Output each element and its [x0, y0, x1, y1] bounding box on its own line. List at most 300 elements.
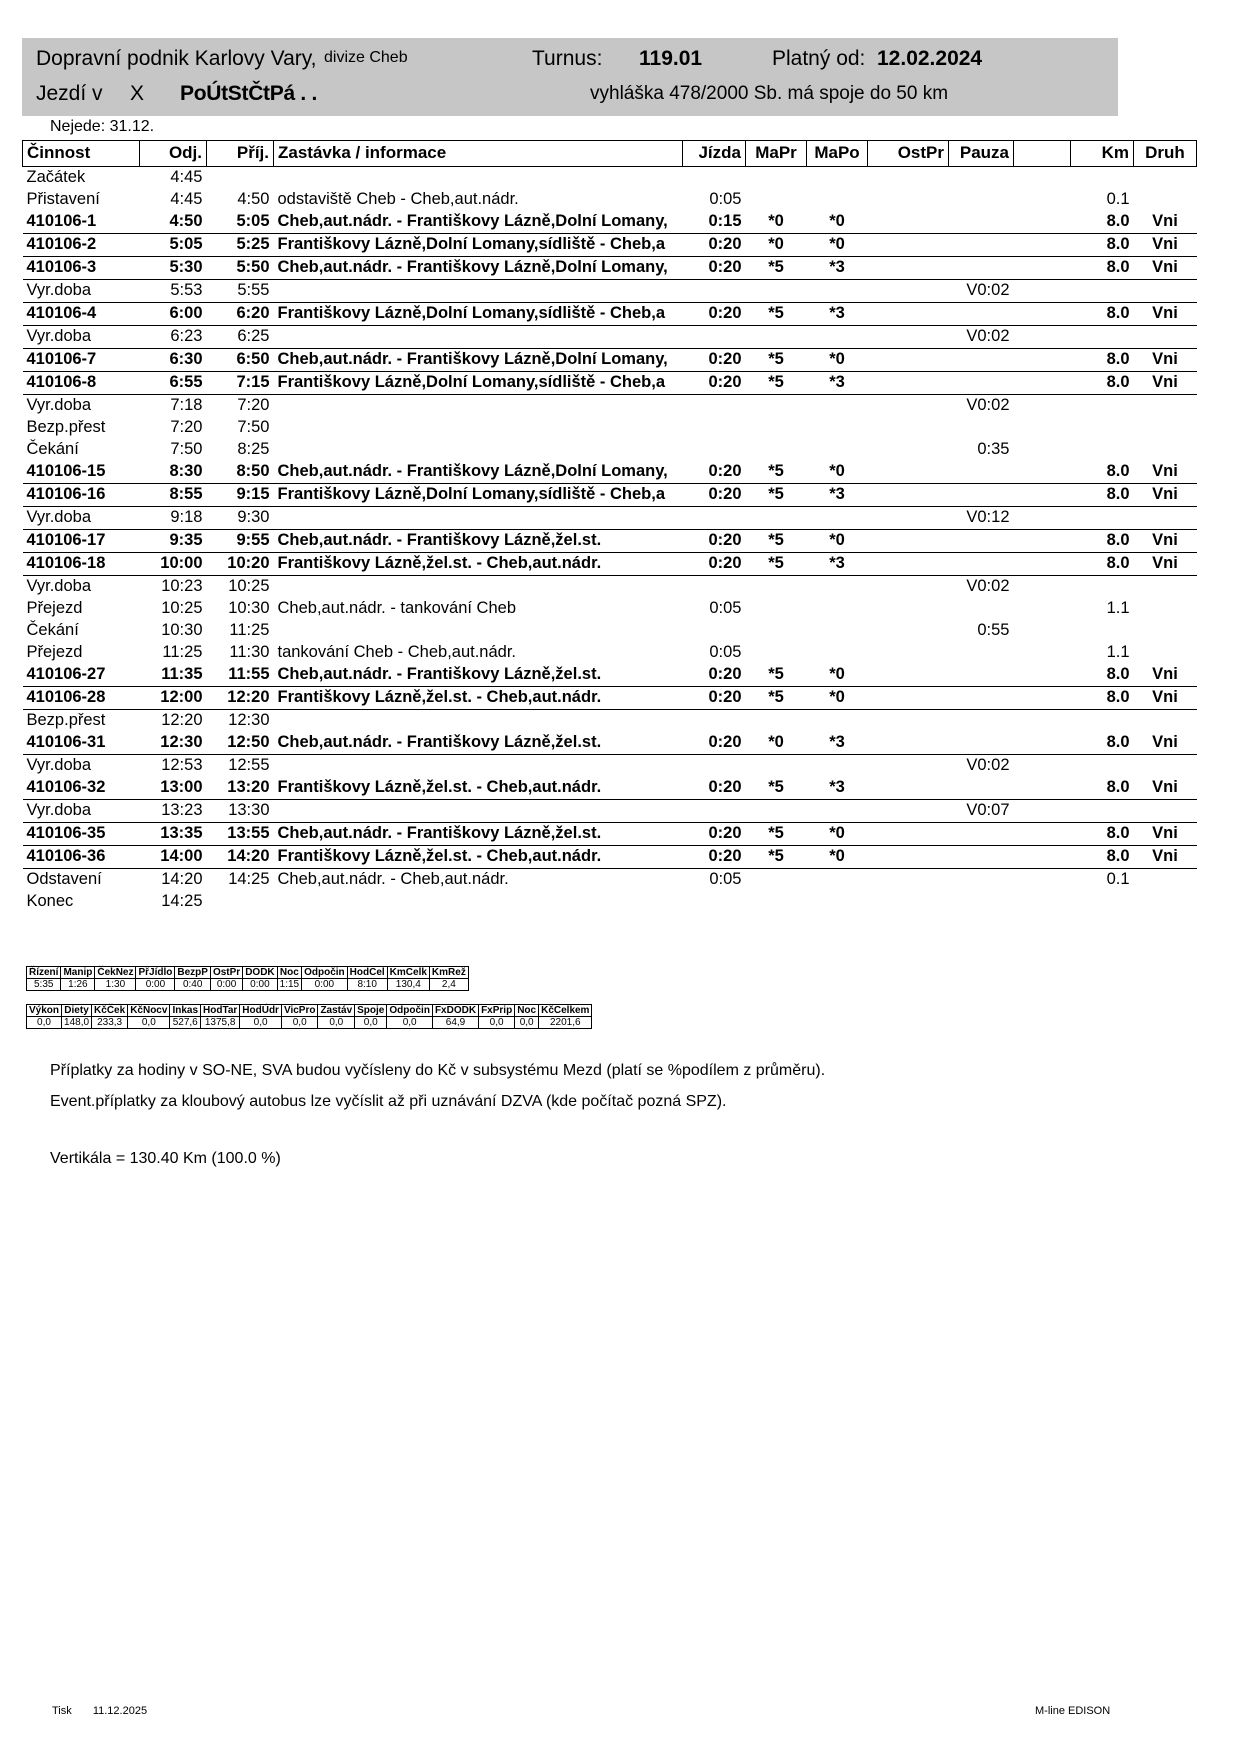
cell-mapo	[807, 710, 868, 733]
cell-pauza	[949, 553, 1014, 576]
cell-pauza	[949, 687, 1014, 710]
cell-cinnost: Vyr.doba	[23, 280, 140, 303]
column-header-jizda: Jízda	[683, 141, 746, 167]
cell-druh	[1134, 326, 1197, 349]
cell-jizda	[683, 800, 746, 823]
cell-mapr: *5	[746, 530, 807, 553]
cell-arrival: 13:55	[207, 823, 274, 846]
cell-cinnost: Začátek	[26, 168, 86, 186]
table-row	[23, 732, 1197, 755]
table-row	[23, 800, 1197, 823]
cell-stop-info	[274, 280, 683, 303]
summary1-value: 1:30	[95, 979, 136, 991]
cell-stop-info: Cheb,aut.nádr. - Františkovy Lázně,Dolní Lomany,	[274, 349, 683, 372]
cell-departure: 10:00	[140, 553, 207, 576]
cell-departure: 4:50	[140, 211, 207, 234]
cell-km: 8.0	[1071, 234, 1134, 257]
cell-pauza	[949, 598, 1014, 620]
cell-mapr: *0	[746, 211, 807, 234]
cell-departure: 7:50	[170, 440, 203, 458]
cell-spacer	[1014, 710, 1071, 733]
summary2-header: HodTar	[201, 1005, 240, 1017]
cell-stop-info: Františkovy Lázně,žel.st. - Cheb,aut.nádr.	[274, 553, 683, 576]
column-header-cinnost: Činnost	[23, 141, 140, 167]
cell-km: 8.0	[1071, 553, 1134, 576]
cell-pauza: 0:55	[977, 621, 1010, 639]
cell-jizda: 0:20	[683, 530, 746, 553]
cell-km	[1071, 280, 1134, 303]
cell-mapr: *5	[746, 303, 807, 326]
summary1-value: 1:26	[61, 979, 95, 991]
cell-jizda: 0:20	[683, 234, 746, 257]
cell-stop-info: Františkovy Lázně,žel.st. - Cheb,aut.nádr.	[274, 846, 683, 869]
cell-druh	[1134, 507, 1197, 530]
summary2-header: Výkon	[27, 1005, 62, 1017]
cell-spacer	[1014, 417, 1071, 439]
cell-spacer	[1014, 620, 1071, 642]
summary1-value: 0:00	[136, 979, 175, 991]
cell-jizda	[683, 576, 746, 599]
cell-jizda: 0:20	[683, 349, 746, 372]
cell-ostpr	[868, 530, 949, 553]
cell-mapo	[807, 167, 868, 190]
cell-mapr	[746, 439, 807, 461]
cell-jizda: 0:20	[683, 664, 746, 687]
cell-druh	[1134, 280, 1197, 303]
column-header-ostpr: OstPr	[868, 141, 949, 167]
cell-druh: Vni	[1134, 553, 1197, 576]
column-header-mapo: MaPo	[807, 141, 868, 167]
cell-mapr	[746, 167, 807, 190]
summary2-header: KčNocv	[128, 1005, 170, 1017]
table-row	[23, 189, 1197, 211]
summary-table-time	[26, 966, 469, 991]
cell-km: 0.1	[1106, 870, 1130, 888]
cell-jizda	[683, 755, 746, 778]
cell-druh: Vni	[1134, 777, 1197, 800]
summary1-value: 1:15	[277, 979, 301, 991]
cell-ostpr	[868, 620, 949, 642]
summary2-header: FxDODK	[432, 1005, 478, 1017]
summary1-value: 0:40	[175, 979, 211, 991]
cell-spacer	[1014, 234, 1071, 257]
cell-cinnost: Bezp.přest	[26, 418, 106, 436]
table-row	[23, 576, 1197, 599]
cell-stop-info	[274, 800, 683, 823]
summary1-header: Řízení	[27, 967, 61, 979]
cell-pauza	[949, 167, 1014, 190]
cell-spacer	[1014, 349, 1071, 372]
cell-km: 8.0	[1071, 777, 1134, 800]
cell-pauza	[949, 484, 1014, 507]
table-row	[23, 823, 1197, 846]
cell-km	[1071, 507, 1134, 530]
cell-ostpr	[868, 326, 949, 349]
cell-jizda: 0:20	[683, 257, 746, 280]
summary2-value: 148,0	[62, 1017, 92, 1029]
cell-mapr: *5	[746, 823, 807, 846]
cell-pauza	[949, 211, 1014, 234]
summary2-head	[27, 1005, 592, 1017]
table-row	[23, 598, 1197, 620]
cell-mapo: *0	[807, 349, 868, 372]
cell-mapo	[807, 800, 868, 823]
cell-spacer	[1014, 687, 1071, 710]
cell-jizda	[683, 167, 746, 190]
cell-druh	[1134, 417, 1197, 439]
cell-jizda: 0:05	[709, 599, 742, 617]
cell-ostpr	[868, 303, 949, 326]
cell-ostpr	[868, 280, 949, 303]
cell-mapo	[807, 620, 868, 642]
print-date: 11.12.2025	[92, 1705, 148, 1717]
summary2-header: Noc	[515, 1005, 539, 1017]
cell-mapr: *5	[746, 553, 807, 576]
summary1-value: 5:35	[27, 979, 61, 991]
cell-stop-info	[274, 755, 683, 778]
cell-mapr	[746, 800, 807, 823]
cell-druh	[1134, 620, 1197, 642]
table-row	[23, 439, 1197, 461]
cell-ostpr	[868, 395, 949, 418]
summary2-value: 0,0	[387, 1017, 433, 1029]
cell-departure: 9:35	[140, 530, 207, 553]
cell-ostpr	[868, 800, 949, 823]
cell-km	[1071, 417, 1134, 439]
cell-arrival: 12:30	[228, 711, 270, 729]
summary2-value: 0,0	[128, 1017, 170, 1029]
cell-departure: 4:45	[170, 190, 203, 208]
cell-jizda: 0:20	[683, 303, 746, 326]
cell-mapo: *3	[807, 484, 868, 507]
cell-pauza	[949, 869, 1014, 892]
summary1-header: BezpP	[175, 967, 211, 979]
cell-departure: 7:20	[170, 418, 203, 436]
cell-km	[1071, 395, 1134, 418]
summary1-value: 130,4	[387, 979, 429, 991]
cell-mapo	[807, 439, 868, 461]
cell-jizda: 0:20	[683, 461, 746, 484]
schedule-table-head	[23, 141, 1197, 167]
cell-jizda: 0:20	[683, 777, 746, 800]
cell-km: 8.0	[1071, 211, 1134, 234]
cell-jizda: 0:20	[683, 732, 746, 755]
summary1-header: ČekNez	[95, 967, 136, 979]
cell-arrival: 7:50	[237, 418, 270, 436]
summary1-header: Odpočin	[302, 967, 348, 979]
cell-druh	[1134, 576, 1197, 599]
cell-departure: 14:25	[161, 892, 203, 910]
cell-arrival: 6:50	[207, 349, 274, 372]
cell-spacer	[1014, 484, 1071, 507]
cell-mapo	[807, 891, 868, 913]
summary2-header-row	[27, 1005, 592, 1017]
cell-pauza	[949, 777, 1014, 800]
operating-days: PoÚtStČtPá . .	[180, 82, 317, 105]
summary2-value: 527,6	[170, 1017, 201, 1029]
cell-mapr	[746, 598, 807, 620]
cell-km	[1071, 800, 1134, 823]
cell-stop-info	[274, 326, 683, 349]
cell-km: 8.0	[1071, 461, 1134, 484]
table-row	[23, 755, 1197, 778]
cell-cinnost: Přistavení	[26, 190, 100, 208]
cell-jizda: 0:20	[683, 484, 746, 507]
cell-pauza	[949, 234, 1014, 257]
cell-pauza	[949, 664, 1014, 687]
summary1-value: 0:00	[210, 979, 242, 991]
cell-druh	[1134, 710, 1197, 733]
cell-cinnost: 410106-1	[23, 211, 140, 234]
cell-pauza	[949, 823, 1014, 846]
cell-mapr	[746, 280, 807, 303]
cell-mapo: *0	[807, 664, 868, 687]
cell-mapr: *5	[746, 461, 807, 484]
cell-druh	[1134, 642, 1197, 664]
cell-spacer	[1014, 507, 1071, 530]
cell-arrival: 6:25	[207, 326, 274, 349]
cell-arrival: 7:20	[237, 396, 270, 414]
table-row	[23, 710, 1197, 733]
cell-arrival: 13:20	[207, 777, 274, 800]
cell-mapr: *5	[746, 846, 807, 869]
summary2-header: Spoje	[355, 1005, 387, 1017]
cell-ostpr	[868, 461, 949, 484]
column-header-zastavka: Zastávka / informace	[274, 141, 683, 167]
cell-jizda	[683, 326, 746, 349]
cell-cinnost: Vyr.doba	[26, 577, 92, 595]
cell-ostpr	[868, 167, 949, 190]
cell-stop-info: Františkovy Lázně,Dolní Lomany,sídliště - Cheb,a	[274, 303, 683, 326]
print-label: Tisk	[52, 1705, 72, 1717]
cell-mapr	[746, 417, 807, 439]
cell-cinnost: 410106-27	[23, 664, 140, 687]
schedule-table-body	[23, 167, 1197, 914]
cell-mapo	[807, 395, 868, 418]
cell-jizda: 0:20	[683, 846, 746, 869]
cell-mapr	[746, 869, 807, 892]
cell-arrival: 8:50	[207, 461, 274, 484]
cell-departure: 6:55	[140, 372, 207, 395]
cell-druh: Vni	[1134, 732, 1197, 755]
cell-spacer	[1014, 869, 1071, 892]
column-header-mapr: MaPr	[746, 141, 807, 167]
summary2-header: KčČek	[92, 1005, 128, 1017]
cell-druh	[1134, 598, 1197, 620]
cell-cinnost: 410106-8	[23, 372, 140, 395]
table-row	[23, 211, 1197, 234]
cell-mapo	[807, 326, 868, 349]
cell-druh: Vni	[1134, 372, 1197, 395]
cell-departure: 12:53	[161, 756, 203, 774]
cell-km	[1071, 891, 1134, 913]
cell-ostpr	[868, 507, 949, 530]
vertikala-summary: Vertikála = 130.40 Km (100.0 %)	[50, 1150, 281, 1167]
cell-mapr	[746, 755, 807, 778]
cell-cinnost: 410106-17	[23, 530, 140, 553]
cell-mapo	[807, 642, 868, 664]
cell-km: 1.1	[1106, 643, 1130, 661]
table-row	[23, 620, 1197, 642]
cell-druh	[1134, 189, 1197, 211]
cell-mapr	[746, 891, 807, 913]
cell-departure: 5:30	[140, 257, 207, 280]
footer-product: M-line EDISON	[1035, 1705, 1111, 1717]
cell-arrival: 6:20	[207, 303, 274, 326]
schedule-header-row	[23, 141, 1197, 167]
cell-departure: 12:30	[140, 732, 207, 755]
table-row	[23, 461, 1197, 484]
column-header-spacer	[1014, 141, 1071, 167]
cell-pauza	[949, 257, 1014, 280]
cell-arrival: 5:55	[207, 280, 274, 303]
cell-cinnost: Vyr.doba	[23, 326, 140, 349]
cell-druh: Vni	[1134, 349, 1197, 372]
cell-ostpr	[868, 189, 949, 211]
cell-arrival: 11:30	[229, 643, 270, 661]
cell-spacer	[1014, 326, 1071, 349]
turnus-label: Turnus:	[532, 47, 603, 70]
cell-arrival: 10:30	[228, 599, 270, 617]
table-row	[23, 257, 1197, 280]
summary1-header: PřJídlo	[136, 967, 175, 979]
cell-stop-info: Cheb,aut.nádr. - Františkovy Lázně,žel.st.	[274, 664, 683, 687]
cell-ostpr	[868, 642, 949, 664]
cell-spacer	[1014, 280, 1071, 303]
cell-druh	[1134, 800, 1197, 823]
cell-arrival: 11:25	[229, 621, 270, 639]
summary2-value: 0,0	[281, 1017, 318, 1029]
cell-mapr: *0	[746, 234, 807, 257]
cell-ostpr	[868, 417, 949, 439]
cell-ostpr	[868, 846, 949, 869]
cell-jizda	[683, 620, 746, 642]
cell-ostpr	[868, 553, 949, 576]
summary2-header: VicPro	[281, 1005, 318, 1017]
table-row	[23, 777, 1197, 800]
cell-arrival: 10:20	[207, 553, 274, 576]
cell-departure: 12:00	[140, 687, 207, 710]
cell-departure: 6:00	[140, 303, 207, 326]
cell-pauza	[949, 349, 1014, 372]
regulation-note: vyhláška 478/2000 Sb. má spoje do 50 km	[590, 83, 949, 104]
cell-spacer	[1014, 755, 1071, 778]
cell-jizda	[683, 439, 746, 461]
cell-departure: 6:23	[140, 326, 207, 349]
cell-arrival: 5:05	[207, 211, 274, 234]
turnus-value: 119.01	[639, 47, 703, 70]
cell-mapr: *5	[746, 777, 807, 800]
cell-arrival: 13:30	[207, 800, 274, 823]
cell-departure: 10:23	[161, 577, 203, 595]
cell-cinnost: 410106-18	[23, 553, 140, 576]
cell-pauza	[949, 732, 1014, 755]
cell-pauza: 0:35	[977, 440, 1010, 458]
document-header-banner	[22, 38, 1118, 116]
cell-ostpr	[868, 349, 949, 372]
cell-mapo	[807, 417, 868, 439]
cell-ostpr	[868, 869, 949, 892]
cell-mapo	[807, 598, 868, 620]
surcharge-note-1: Příplatky za hodiny v SO-NE, SVA budou vyčísleny do Kč v subsystému Mezd (platí se %podílem z průměru).	[50, 1062, 826, 1079]
cell-stop-info: Cheb,aut.nádr. - Františkovy Lázně,žel.st.	[274, 530, 683, 553]
cell-cinnost: Vyr.doba	[23, 800, 140, 823]
cell-stop-info	[274, 620, 683, 642]
cell-ostpr	[868, 598, 949, 620]
summary2-value: 0,0	[318, 1017, 355, 1029]
cell-mapo	[807, 869, 868, 892]
cell-departure: 11:35	[140, 664, 207, 687]
cell-stop-info: Cheb,aut.nádr. - Františkovy Lázně,žel.st.	[274, 823, 683, 846]
cell-arrival: 7:15	[207, 372, 274, 395]
cell-km: 8.0	[1071, 664, 1134, 687]
summary2-header: Inkas	[170, 1005, 201, 1017]
cell-ostpr	[868, 664, 949, 687]
summary2-header: Zastáv	[318, 1005, 355, 1017]
cell-cinnost: Přejezd	[26, 599, 83, 617]
cell-ostpr	[868, 484, 949, 507]
cell-arrival: 14:25	[228, 870, 270, 888]
cell-pauza	[949, 891, 1014, 913]
cell-km	[1071, 167, 1134, 190]
not-operating-note: Nejede: 31.12.	[50, 118, 155, 135]
cell-mapo: *0	[807, 211, 868, 234]
cell-departure: 10:25	[161, 599, 203, 617]
cell-spacer	[1014, 777, 1071, 800]
cell-mapo	[807, 576, 868, 599]
cell-mapr	[746, 395, 807, 418]
cell-arrival: 5:50	[207, 257, 274, 280]
cell-pauza	[949, 846, 1014, 869]
cell-mapr	[746, 507, 807, 530]
cell-ostpr	[868, 823, 949, 846]
cell-spacer	[1014, 211, 1071, 234]
cell-mapo: *3	[807, 732, 868, 755]
cell-pauza: V0:02	[966, 756, 1010, 774]
summary2-value: 2201,6	[539, 1017, 592, 1029]
summary1-head	[27, 967, 469, 979]
table-row	[23, 326, 1197, 349]
cell-pauza: V0:02	[966, 577, 1010, 595]
cell-km: 8.0	[1071, 349, 1134, 372]
surcharge-note-2: Event.příplatky za kloubový autobus lze vyčíslit až při uznávání DZVA (kde počítač pozná SPZ).	[50, 1093, 727, 1110]
cell-stop-info	[274, 891, 683, 913]
cell-km: 8.0	[1071, 846, 1134, 869]
cell-jizda: 0:05	[709, 870, 742, 888]
cell-druh: Vni	[1134, 234, 1197, 257]
cell-mapo: *3	[807, 257, 868, 280]
cell-km	[1071, 326, 1134, 349]
cell-arrival: 12:50	[207, 732, 274, 755]
cell-km	[1071, 576, 1134, 599]
column-header-km: Km	[1071, 141, 1134, 167]
cell-jizda: 0:05	[709, 643, 742, 661]
cell-stop-info: Cheb,aut.nádr. - Františkovy Lázně,Dolní Lomany,	[274, 461, 683, 484]
cell-cinnost: 410106-3	[23, 257, 140, 280]
cell-ostpr	[868, 576, 949, 599]
cell-pauza: V0:12	[949, 507, 1014, 530]
cell-mapr: *0	[746, 732, 807, 755]
cell-druh	[1134, 869, 1197, 892]
summary2-header: HodÚdr	[240, 1005, 282, 1017]
summary1-header-row	[27, 967, 469, 979]
cell-mapo: *3	[807, 777, 868, 800]
cell-km: 8.0	[1071, 687, 1134, 710]
cell-km	[1071, 620, 1134, 642]
column-header-pauza: Pauza	[949, 141, 1014, 167]
cell-pauza: V0:02	[949, 280, 1014, 303]
cell-ostpr	[868, 755, 949, 778]
